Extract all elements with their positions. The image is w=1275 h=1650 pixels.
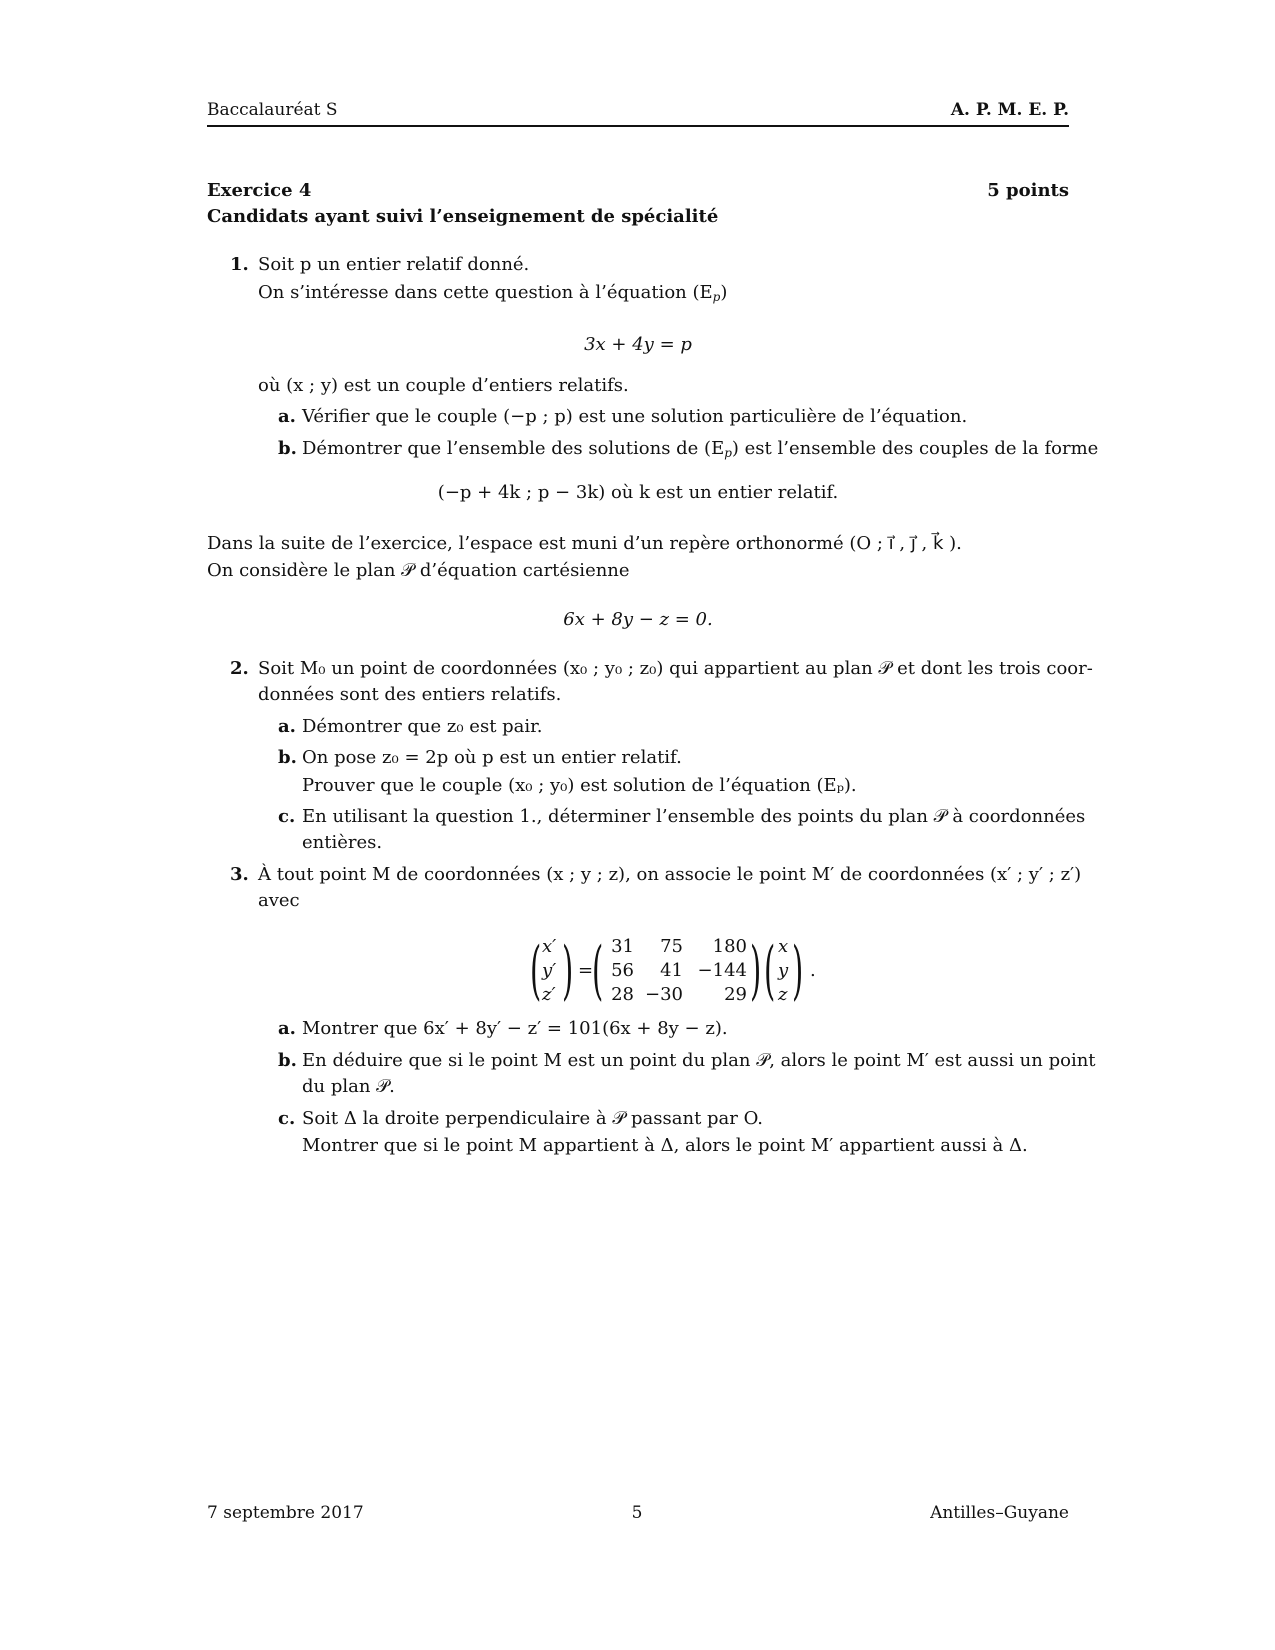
header-right: A. P. M. E. P. (950, 100, 1069, 120)
q3-a-label: a. (278, 1018, 296, 1039)
context-line2: On considère le plan 𝒫 d’équation cartésienne (207, 560, 630, 581)
q1-b-text-pre: Démontrer que l’ensemble des solutions de (E (302, 438, 725, 459)
exercise-title: Exercice 4 (207, 180, 312, 201)
matrix-open-paren: ( (592, 934, 604, 1008)
rhs-open-paren: ( (764, 934, 776, 1008)
matrix-r2c2: 41 (660, 960, 683, 981)
q2-c-text1: En utilisant la question 1., déterminer l’ensemble des points du plan 𝒫 à coordonnées (302, 806, 1086, 827)
q1-line1: Soit p un entier relatif donné. (258, 254, 530, 275)
q3-c-label: c. (278, 1108, 296, 1129)
q2-c-label: c. (278, 806, 296, 827)
q1-after-equation: où (x ; y) est un couple d’entiers relatifs. (258, 375, 629, 396)
matrix-r3c3: 29 (724, 984, 747, 1005)
exercise-subtitle: Candidats ayant suivi l’enseignement de spécialité (207, 206, 719, 227)
q1-b-formula: (−p + 4k ; p − 3k) où k est un entier relatif. (437, 482, 839, 503)
q2-line2: données sont des entiers relatifs. (258, 684, 562, 705)
q2-number: 2. (230, 658, 249, 679)
q1-b-label: b. (278, 438, 297, 459)
lhs-z: z′ (542, 984, 556, 1005)
q1-a-label: a. (278, 406, 296, 427)
context-line1: Dans la suite de l’exercice, l’espace est muni d’un repère orthonormé (O ; i⃗ , j⃗ , k⃗ ). (207, 533, 962, 554)
q2-b-text2: Prouver que le couple (x₀ ; y₀) est solution de l’équation (Eₚ). (302, 775, 857, 796)
matrix-close-paren: ) (750, 934, 762, 1008)
matrix-end-period: . (810, 960, 816, 981)
rhs-close-paren: ) (792, 934, 804, 1008)
q1-b-sub: p (724, 446, 732, 460)
q3-b-text1: En déduire que si le point M est un point du plan 𝒫, alors le point M′ est aussi un point (302, 1050, 1096, 1071)
q3-line2: avec (258, 890, 300, 911)
q3-number: 3. (230, 864, 249, 885)
q2-a-text: Démontrer que z₀ est pair. (302, 716, 543, 737)
lhs-x: x′ (542, 936, 557, 957)
q1-a-text: Vérifier que le couple (−p ; p) est une solution particulière de l’équation. (302, 406, 968, 427)
footer-page-number: 5 (631, 1503, 643, 1523)
matrix-r3c2: −30 (645, 984, 683, 1005)
equals-sign: = (578, 960, 594, 981)
lhs-close-paren: ) (562, 934, 574, 1008)
context-equation: 6x + 8y − z = 0. (563, 609, 713, 630)
q3-b-label: b. (278, 1050, 297, 1071)
q1-line2-sub: p (712, 290, 721, 304)
q1-b-text-post: ) est l’ensemble des couples de la forme (731, 438, 1099, 459)
q1-line2-end: ) (720, 282, 728, 303)
exercise-points: 5 points (987, 180, 1069, 201)
q1-equation: 3x + 4y = p (584, 334, 692, 355)
footer-date: 7 septembre 2017 (207, 1503, 364, 1523)
q3-c-text2: Montrer que si le point M appartient à Δ, alors le point M′ appartient aussi à Δ. (302, 1135, 1028, 1156)
matrix-r1c2: 75 (660, 936, 683, 957)
q3-b-text2: du plan 𝒫. (302, 1076, 395, 1097)
q1-line2-text: On s’intéresse dans cette question à l’équation (E (258, 282, 713, 303)
q2-b-label: b. (278, 747, 297, 768)
lhs-y: y′ (542, 960, 557, 981)
q3-a-text: Montrer que 6x′ + 8y′ − z′ = 101(6x + 8y − z). (302, 1018, 728, 1039)
q3-line1: À tout point M de coordonnées (x ; y ; z), on associe le point M′ de coordonnées (x′ ; y′ ; z′) (258, 864, 1082, 885)
rhs-x: x (778, 936, 789, 957)
q2-c-text2: entières. (302, 832, 383, 853)
header-left: Baccalauréat S (207, 100, 338, 120)
matrix-r1c1: 31 (611, 936, 634, 957)
matrix-r3c1: 28 (611, 984, 634, 1005)
matrix-r1c3: 180 (712, 936, 747, 957)
matrix-r2c3: −144 (697, 960, 747, 981)
lhs-open-paren: ( (530, 934, 542, 1008)
q1-number: 1. (230, 254, 249, 275)
rhs-y: y (778, 960, 789, 981)
q2-a-label: a. (278, 716, 296, 737)
footer-location: Antilles–Guyane (930, 1503, 1069, 1523)
matrix-r2c1: 56 (611, 960, 634, 981)
q3-c-text1: Soit Δ la droite perpendiculaire à 𝒫 passant par O. (302, 1108, 764, 1129)
q2-b-text1: On pose z₀ = 2p où p est un entier relatif. (302, 747, 682, 768)
q1-b-text (302, 436, 1098, 462)
q2-line1: Soit M₀ un point de coordonnées (x₀ ; y₀ ; z₀) qui appartient au plan 𝒫 et dont les trois coor- (258, 658, 1093, 679)
q1-line2 (258, 280, 727, 306)
header-rule (207, 125, 1069, 127)
rhs-z: z (778, 984, 788, 1005)
